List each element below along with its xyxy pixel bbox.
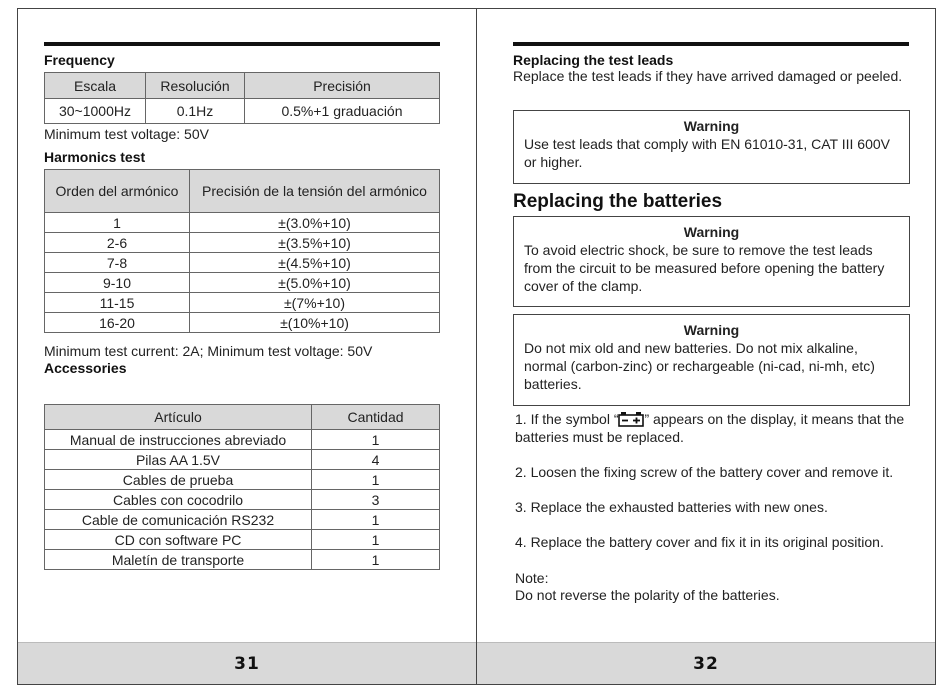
freq-header-precision: Precisión [245, 73, 440, 99]
accessories-table [44, 404, 440, 570]
step-2: 2. Loosen the fixing screw of the battery cover and remove it. [515, 464, 894, 480]
accessories-row-cell: 1 [312, 430, 440, 450]
warning-text: To avoid electric shock, be sure to remove the test leads from the circuit to be measured before opening the battery cover of the clamp. [524, 242, 885, 294]
accessories-row [45, 490, 440, 510]
harmonics-row-cell: ±(10%+10) [190, 313, 440, 333]
accessories-row-cell: Maletín de transporte [45, 550, 312, 570]
accessories-row [45, 430, 440, 450]
warning-box-battery-mixing [513, 314, 910, 406]
accessories-row-cell: Pilas AA 1.5V [45, 450, 312, 470]
harmonics-row-cell: 1 [45, 213, 190, 233]
freq-header-escala: Escala [45, 73, 146, 99]
freq-cell-range: 30~1000Hz [45, 99, 146, 124]
accessories-row [45, 450, 440, 470]
step-3: 3. Replace the exhausted batteries with new ones. [515, 499, 828, 515]
leads-text: Replace the test leads if they have arrived damaged or peeled. [513, 68, 903, 84]
harmonics-row-cell: 7-8 [45, 253, 190, 273]
harmonics-row-cell: 2-6 [45, 233, 190, 253]
harmonics-note: Minimum test current: 2A; Minimum test voltage: 50V [44, 343, 373, 359]
harmonics-row-cell: ±(4.5%+10) [190, 253, 440, 273]
acc-header-articulo: Artículo [45, 405, 312, 430]
freq-header-resolucion: Resolución [146, 73, 245, 99]
harm-header-order: Orden del armónico [45, 170, 190, 213]
accessories-row-cell: Cable de comunicación RS232 [45, 510, 312, 530]
warning-title: Warning [683, 322, 740, 338]
harmonics-row-cell: 16-20 [45, 313, 190, 333]
accessories-title: Accessories [44, 360, 127, 376]
warning-text: Use test leads that comply with EN 61010-31, CAT III 600V or higher. [524, 136, 890, 170]
accessories-row-cell: Cables de prueba [45, 470, 312, 490]
frequency-table [44, 72, 440, 124]
harmonics-table [44, 169, 440, 333]
accessories-row [45, 470, 440, 490]
page-number-right: 32 [693, 653, 719, 674]
right-page-footer [477, 642, 935, 684]
accessories-row-cell: 1 [312, 550, 440, 570]
harmonics-row [45, 233, 440, 253]
accessories-row-cell: Cables con cocodrilo [45, 490, 312, 510]
warning-title: Warning [683, 118, 740, 134]
page-number-left: 31 [234, 653, 260, 674]
acc-header-cantidad: Cantidad [312, 405, 440, 430]
step-1-text-after: ” appears on the display, it means that the batteries must be replaced. [515, 411, 905, 445]
harmonics-row [45, 313, 440, 333]
left-page-footer [18, 642, 476, 684]
warning-text: Do not mix old and new batteries. Do not mix alkaline, normal (carbon-zinc) or rechargeable (ni-cad, ni-mh, etc) batteries. [524, 340, 875, 392]
accessories-row [45, 550, 440, 570]
battery-icon [618, 412, 644, 427]
step-1-text-before: 1. If the symbol “ [515, 411, 619, 427]
left-page [17, 8, 477, 685]
harmonics-row-cell: 11-15 [45, 293, 190, 313]
freq-cell-resolution: 0.1Hz [146, 99, 245, 124]
accessories-row-cell: 1 [312, 470, 440, 490]
warning-title: Warning [683, 224, 740, 240]
harmonics-row [45, 253, 440, 273]
harmonics-row-cell: ±(7%+10) [190, 293, 440, 313]
harmonics-row-cell: ±(5.0%+10) [190, 273, 440, 293]
harmonics-row [45, 293, 440, 313]
batteries-title: Replacing the batteries [513, 191, 723, 212]
accessories-row-cell: CD con software PC [45, 530, 312, 550]
warning-box-test-leads [513, 110, 910, 184]
accessories-row-cell: Manual de instrucciones abreviado [45, 430, 312, 450]
harmonics-row [45, 273, 440, 293]
accessories-row-cell: 1 [312, 510, 440, 530]
note-text: Do not reverse the polarity of the batteries. [515, 587, 780, 603]
harmonics-row-cell: 9-10 [45, 273, 190, 293]
harmonics-title: Harmonics test [44, 149, 146, 165]
accessories-row [45, 530, 440, 550]
accessories-row-cell: 3 [312, 490, 440, 510]
frequency-title: Frequency [44, 52, 115, 68]
step-4: 4. Replace the battery cover and fix it in its original position. [515, 534, 884, 550]
freq-cell-accuracy: 0.5%+1 graduación [245, 99, 440, 124]
right-page [476, 8, 936, 685]
leads-title: Replacing the test leads [513, 52, 674, 68]
warning-box-electric-shock [513, 216, 910, 307]
accessories-row [45, 510, 440, 530]
top-rule [513, 42, 909, 46]
note-label: Note: [515, 570, 549, 586]
accessories-row-cell: 4 [312, 450, 440, 470]
accessories-row-cell: 1 [312, 530, 440, 550]
harmonics-row-cell: ±(3.5%+10) [190, 233, 440, 253]
frequency-note: Minimum test voltage: 50V [44, 126, 209, 142]
harmonics-row-cell: ±(3.0%+10) [190, 213, 440, 233]
harmonics-row [45, 213, 440, 233]
harm-header-accuracy: Precisión de la tensión del armónico [190, 170, 440, 213]
step-1 [515, 410, 915, 446]
top-rule [44, 42, 440, 46]
